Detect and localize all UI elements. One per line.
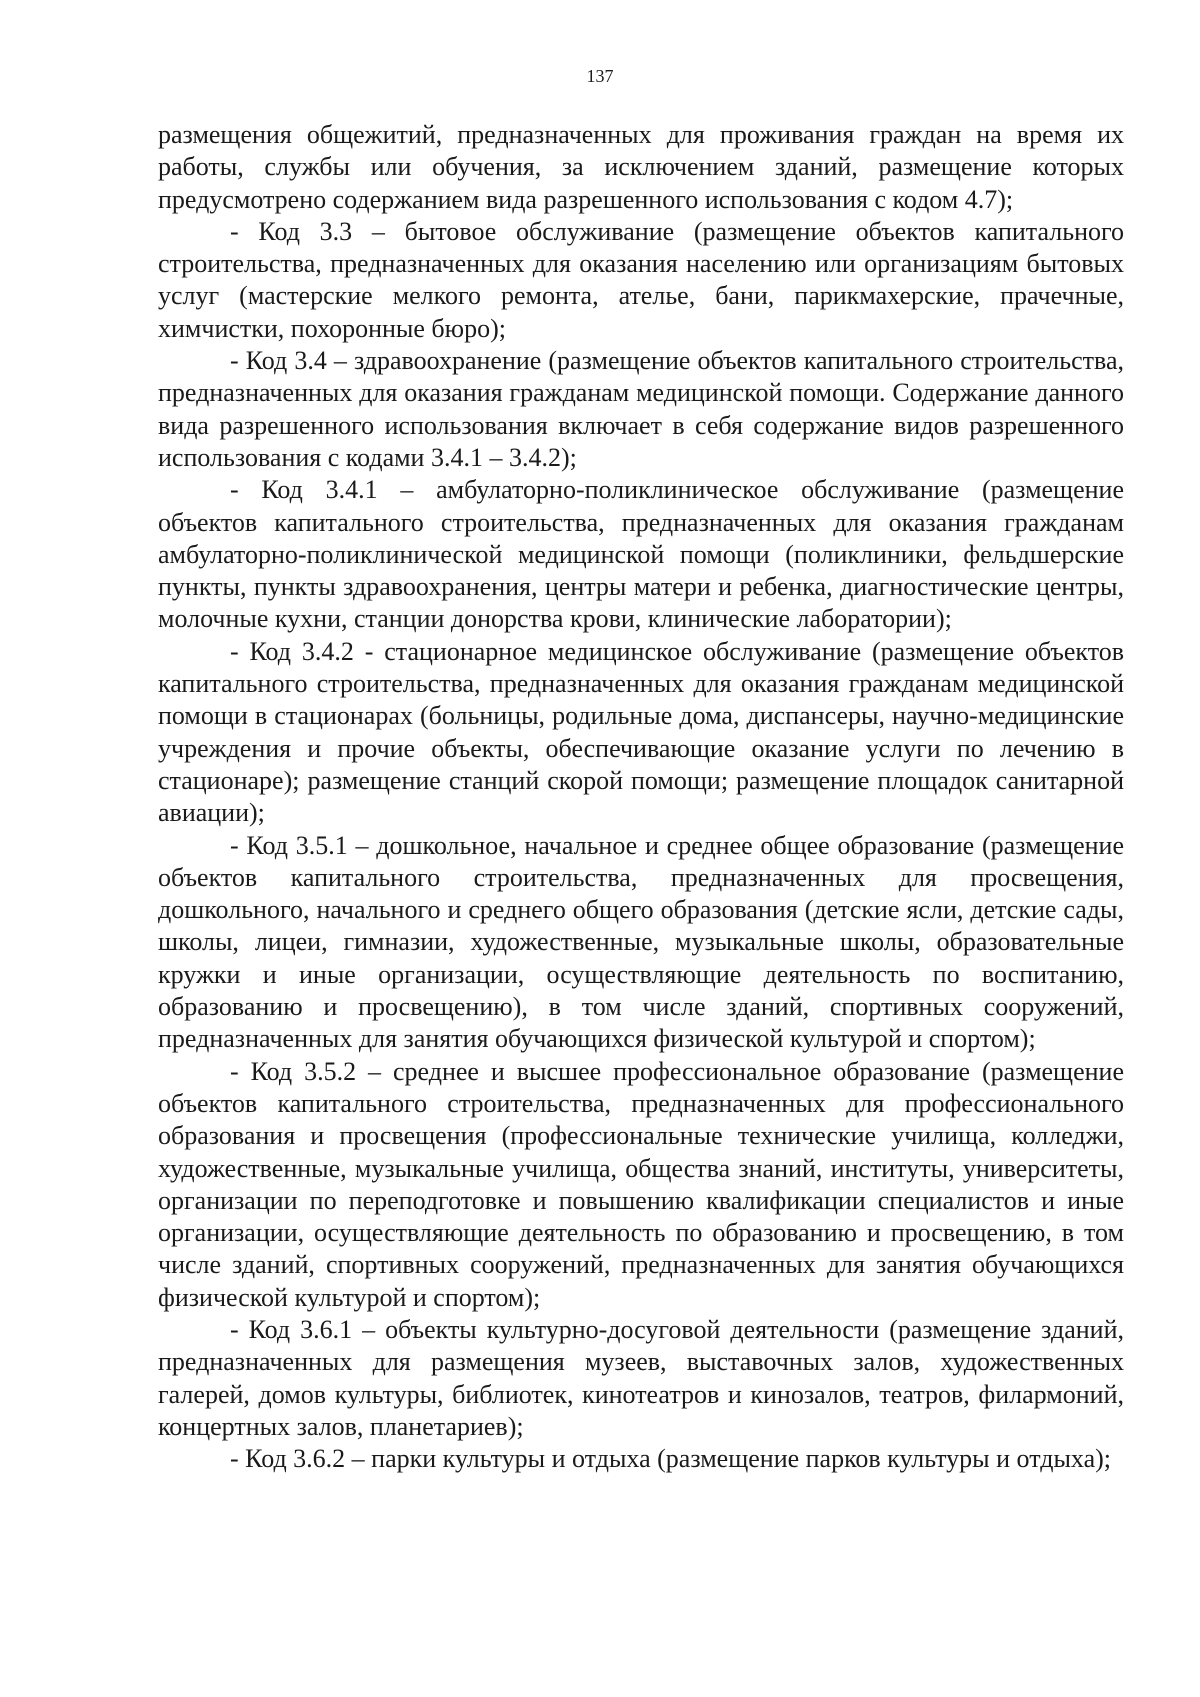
paragraph-code-3-6-2: - Код 3.6.2 – парки культуры и отдыха (размещение парков культуры и отдыха); — [230, 1444, 1112, 1474]
paragraph-code-3-6-1: - Код 3.6.1 – объекты культурно-досуговой деятельности (размещение зданий, предназначенных для размещения музеев, выставочных залов, художественных галерей, домов культуры, библиотек, кинотеатров и кинозалов, театров, филармоний, концертных залов, планетариев); — [158, 1314, 1124, 1441]
document-body — [158, 119, 1124, 1475]
paragraph-code-3-4: - Код 3.4 – здравоохранение (размещение объектов капитального строительства, предназначенных для оказания гражданам медицинской помощи. Содержание данного вида разрешенного использования включает в себя содержание видов разрешенного использования с кодами 3.4.1 – 3.4.2); — [158, 346, 1124, 472]
paragraph-code-3-5-1: - Код 3.5.1 – дошкольное, начальное и среднее общее образование (размещение объектов капитального строительства, предназначенных для просвещения, дошкольного, начального и среднего общего образования (детские ясли, детские сады, школы, лицеи, гимназии, художественные, музыкальные школы, образовательные кружки и иные организации, осуществляющие деятельность по воспитанию, образованию и просвещению), в том числе зданий, спортивных сооружений, предназначенных для занятия обучающихся физической культурой и спортом); — [158, 830, 1124, 1054]
paragraph-continuation: размещения общежитий, предназначенных для проживания граждан на время их работы, службы или обучения, за исключением зданий, размещение которых предусмотрено содержанием вида разрешенного использования с кодом 4.7); — [158, 120, 1124, 214]
paragraph-code-3-3: - Код 3.3 – бытовое обслуживание (размещение объектов капитального строительства, предназначенных для оказания населению или организациям бытовых услуг (мастерские мелкого ремонта, ателье, бани, парикмахерские, прачечные, химчистки, похоронные бюро); — [158, 216, 1124, 343]
paragraph-code-3-5-2: - Код 3.5.2 – среднее и высшее профессиональное образование (размещение объектов капитального строительства, предназначенных для профессионального образования и просвещения (профессиональные технические училища, колледжи, художественные, музыкальные училища, общества знаний, институты, университеты, организации по переподготовке и повышению квалификации специалистов и иные организации, осуществляющие деятельность по образованию и просвещению, в том числе зданий, спортивных сооружений, предназначенных для занятия обучающихся физической культурой и спортом); — [158, 1056, 1124, 1312]
paragraph-code-3-4-1: - Код 3.4.1 – амбулаторно-поликлиническое обслуживание (размещение объектов капитального строительства, предназначенных для оказания гражданам амбулаторно-поликлинической медицинской помощи (поликлиники, фельдшерские пункты, пункты здравоохранения, центры матери и ребенка, диагностические центры, молочные кухни, станции донорства крови, клинические лаборатории); — [158, 475, 1124, 634]
page-number: 137 — [586, 66, 614, 86]
paragraph-code-3-4-2: - Код 3.4.2 - стационарное медицинское обслуживание (размещение объектов капитального строительства, предназначенных для оказания гражданам медицинской помощи в стационарах (больницы, родильные дома, диспансеры, научно-медицинские учреждения и прочие объекты, обеспечивающие оказание услуги по лечению в стационаре); размещение станций скорой помощи; размещение площадок санитарной авиации); — [158, 636, 1124, 828]
